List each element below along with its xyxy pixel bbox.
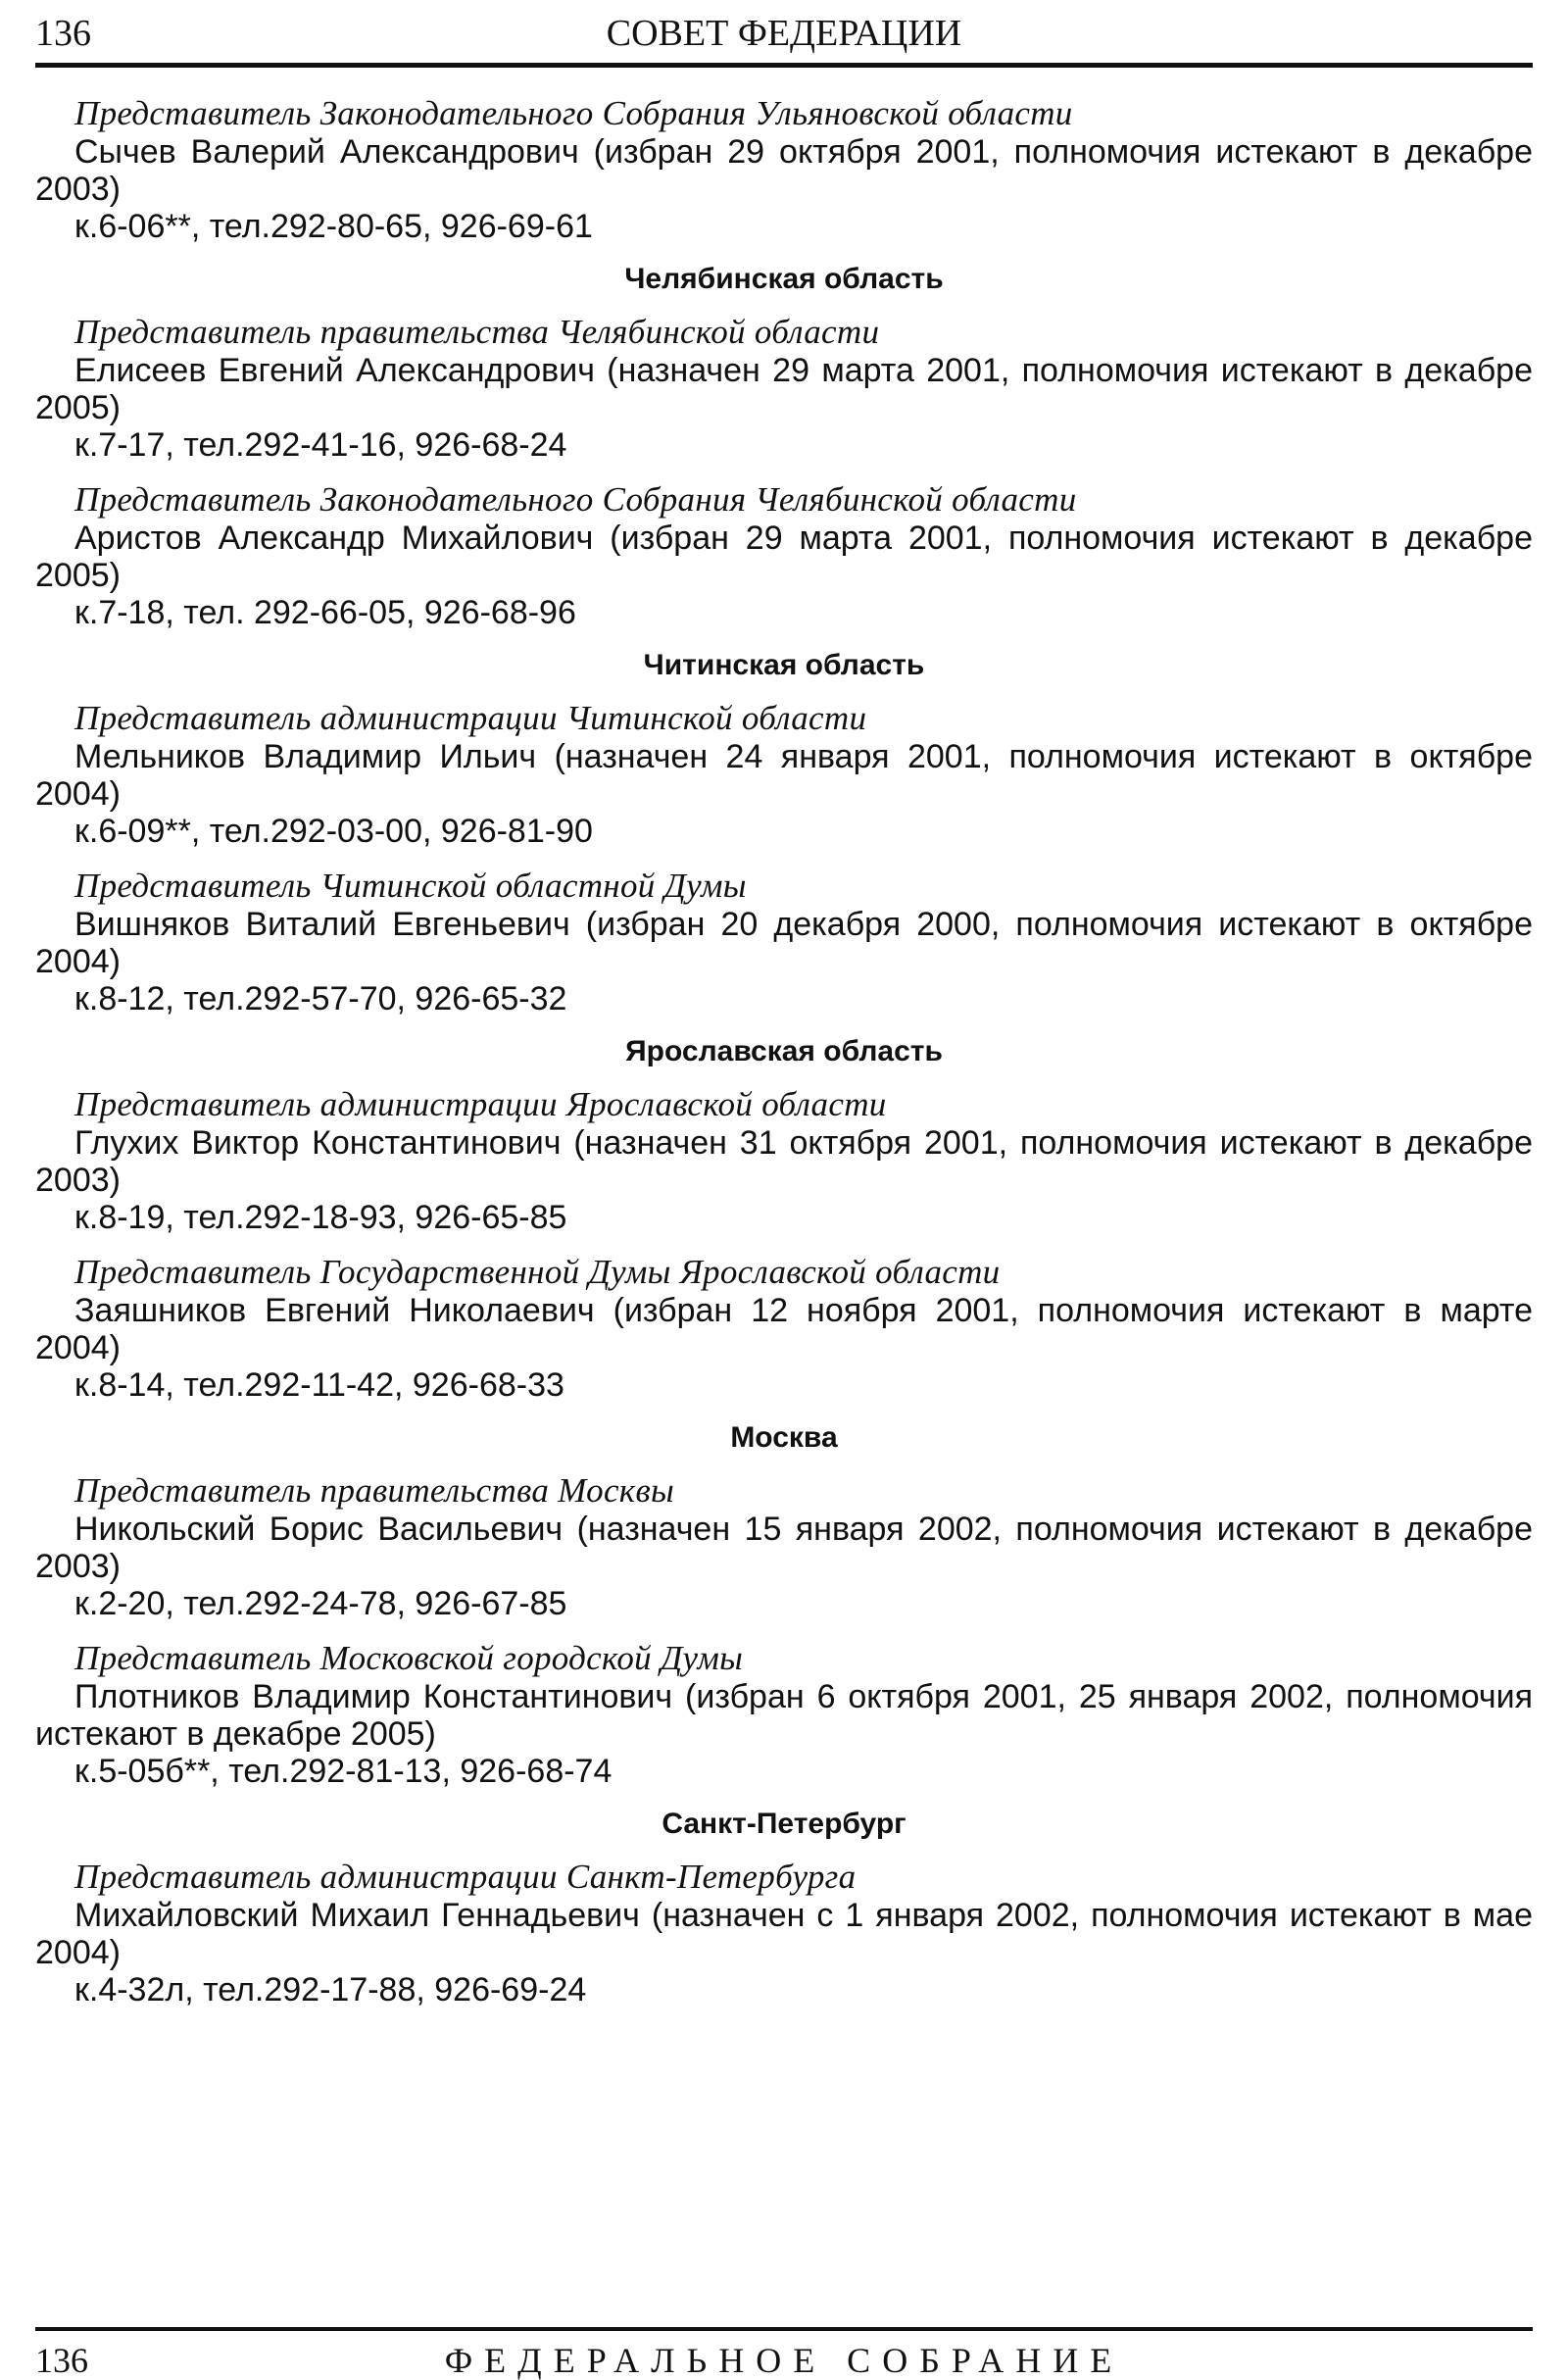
entry-role: Представитель администрации Ярославской области bbox=[74, 1085, 887, 1123]
header-title: СОВЕТ ФЕДЕРАЦИИ bbox=[606, 13, 962, 54]
entry bbox=[35, 1471, 1533, 1623]
entry-contacts: к.6-09**, тел.292-03-00, 926-81-90 bbox=[74, 813, 593, 850]
page-footer bbox=[35, 2327, 1533, 2380]
entry bbox=[35, 699, 1533, 851]
entry-person: Михайловский Михаил Геннадьевич (назначен с 1 января 2002, полномочия истекают в мае 2004) bbox=[35, 1897, 1533, 1971]
entry-contacts: к.7-18, тел. 292-66-05, 926-68-96 bbox=[74, 594, 576, 631]
entry-contacts: к.4-32л, тел.292-17-88, 926-69-24 bbox=[74, 1971, 587, 2008]
entry-contacts: к.8-14, тел.292-11-42, 926-68-33 bbox=[74, 1366, 564, 1404]
entry bbox=[35, 1639, 1533, 1791]
entry-role: Представитель Государственной Думы Ярославской области bbox=[74, 1253, 1001, 1291]
entry bbox=[35, 94, 1533, 246]
entry-contacts: к.6-06**, тел.292-80-65, 926-69-61 bbox=[74, 208, 593, 245]
entry bbox=[35, 313, 1533, 465]
section-title: Читинская область bbox=[643, 649, 925, 681]
entry-role: Представитель Законодательного Собрания Челябинской области bbox=[74, 480, 1077, 519]
entry-contacts: к.8-12, тел.292-57-70, 926-65-32 bbox=[74, 980, 567, 1017]
entry-person: Аристов Александр Михайлович (избран 29 марта 2001, полномочия истекают в декабре 2005) bbox=[35, 520, 1533, 594]
header-page-number: 136 bbox=[35, 13, 91, 54]
section-title: Ярославская область bbox=[625, 1035, 943, 1067]
entry-person: Плотников Владимир Константинович (избран 6 октября 2001, 25 января 2002, полномочия истекают в декабре 2005) bbox=[35, 1678, 1533, 1753]
page-header bbox=[35, 8, 1533, 68]
entry-person: Никольский Борис Васильевич (назначен 15 января 2002, полномочия истекают в декабре 2003) bbox=[35, 1511, 1533, 1585]
entry-role: Представитель правительства Москвы bbox=[74, 1471, 674, 1510]
entry-person: Сычев Валерий Александрович (избран 29 октября 2001, полномочия истекают в декабре 2003) bbox=[35, 133, 1533, 208]
entry bbox=[35, 480, 1533, 632]
section-title: Челябинская область bbox=[624, 263, 944, 295]
entry-role: Представитель Московской городской Думы bbox=[74, 1639, 744, 1677]
entry-role: Представитель администрации Читинской области bbox=[74, 699, 867, 737]
entry-person: Глухих Виктор Константинович (назначен 31 октября 2001, полномочия истекают в декабре 2003) bbox=[35, 1124, 1533, 1199]
page-content bbox=[35, 94, 1533, 2025]
section-title: Санкт-Петербург bbox=[662, 1808, 906, 1840]
entry-role: Представитель администрации Санкт-Петербурга bbox=[74, 1858, 857, 1896]
entry-contacts: к.2-20, тел.292-24-78, 926-67-85 bbox=[74, 1585, 567, 1622]
entry-role: Представитель Читинской областной Думы bbox=[74, 867, 747, 905]
entry-person: Заяшников Евгений Николаевич (избран 12 ноября 2001, полномочия истекают в марте 2004) bbox=[35, 1292, 1533, 1366]
entry-contacts: к.8-19, тел.292-18-93, 926-65-85 bbox=[74, 1199, 567, 1236]
entry bbox=[35, 1085, 1533, 1237]
entry-person: Елисеев Евгений Александрович (назначен 29 марта 2001, полномочия истекают в декабре 2005) bbox=[35, 352, 1533, 426]
entry-contacts: к.7-17, тел.292-41-16, 926-68-24 bbox=[74, 426, 567, 464]
entry bbox=[35, 1858, 1533, 2009]
entry bbox=[35, 867, 1533, 1018]
entry-role: Представитель Законодательного Собрания Ульяновской области bbox=[74, 94, 1073, 132]
section-title: Москва bbox=[730, 1421, 838, 1454]
footer-page-number: 136 bbox=[35, 2341, 88, 2380]
footer-title: ФЕДЕРАЛЬНОЕ СОБРАНИЕ bbox=[444, 2341, 1124, 2380]
entry-person: Мельников Владимир Ильич (назначен 24 января 2001, полномочия истекают в октябре 2004) bbox=[35, 738, 1533, 813]
entry-person: Вишняков Виталий Евгеньевич (избран 20 декабря 2000, полномочия истекают в октябре 2004) bbox=[35, 906, 1533, 980]
entry-role: Представитель правительства Челябинской области bbox=[74, 313, 880, 351]
entry bbox=[35, 1253, 1533, 1405]
entry-contacts: к.5-05б**, тел.292-81-13, 926-68-74 bbox=[74, 1753, 612, 1790]
